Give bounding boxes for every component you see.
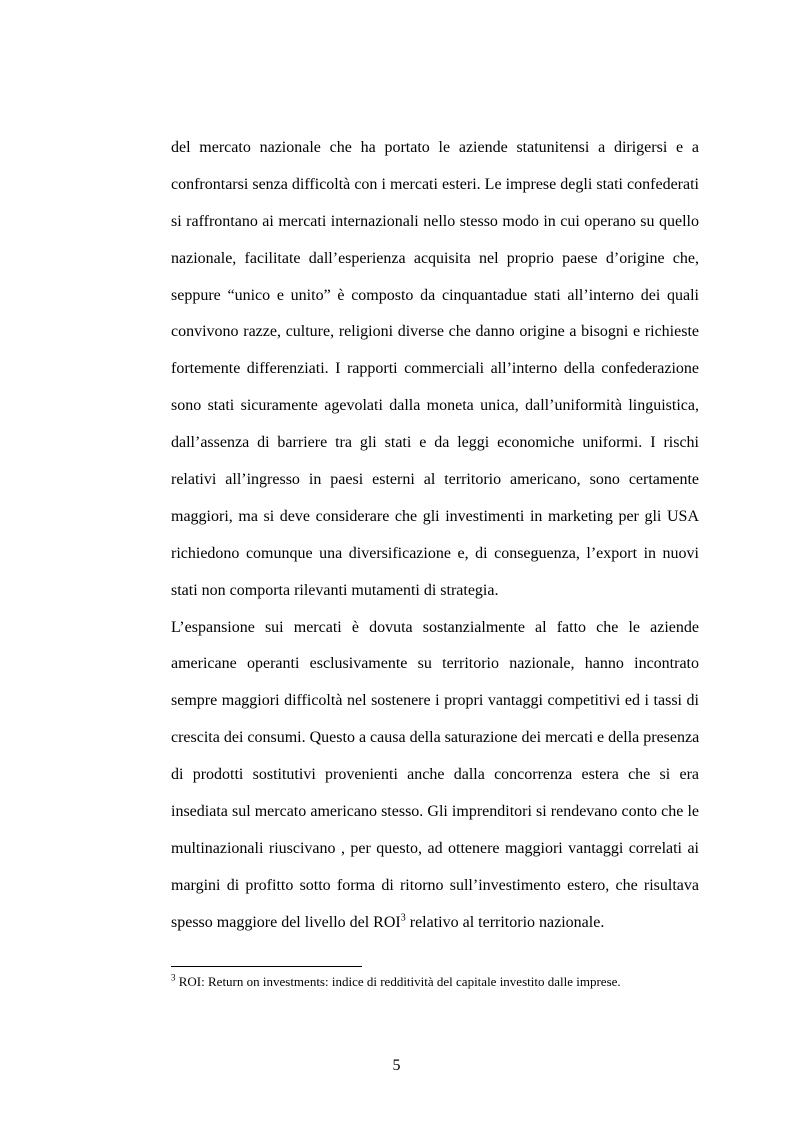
text-line: richiedono comunque una diversificazione e, di conseguenza, l’export in nuovi [171,544,699,562]
text-segment: spesso maggiore del livello del ROI [171,913,401,931]
text-line: multinazionali riuscivano , per questo, ad ottenere maggiori vantaggi correlati ai [171,839,699,857]
text-line: sempre maggiori difficoltà nel sostenere i propri vantaggi competitivi ed i tassi di [171,692,699,710]
text-line: fortemente differenziati. I rapporti commerciali all’interno della confederazione [171,360,699,378]
text-line: insediata sul mercato americano stesso. Gli imprenditori si rendevano conto che le [171,803,699,821]
text-line: dall’assenza di barriere tra gli stati e da leggi economiche uniformi. I rischi [171,434,699,452]
footnote-separator [171,966,362,967]
text-line: del mercato nazionale che ha portato le aziende statunitensi a dirigersi e a [171,139,699,156]
text-line: sono stati sicuramente agevolati dalla moneta unica, dall’uniformità linguistica, [171,397,699,415]
body-text [171,130,699,942]
text-segment: relativo al territorio nazionale. [405,913,605,931]
text-line: nazionale, facilitate dall’esperienza acquisita nel proprio paese d’origine che, [171,249,699,267]
text-line: relativi all’ingresso in paesi esterni al territorio americano, sono certamente [171,471,699,489]
text-line: maggiori, ma si deve considerare che gli investimenti in marketing per gli USA [171,507,699,525]
text-line: crescita dei consumi. Questo a causa della saturazione dei mercati e della presenza [171,729,700,747]
text-line: di prodotti sostitutivi provenienti anche dalla concorrenza estera che si era [171,766,699,784]
text-line: convivono razze, culture, religioni diverse che danno origine a bisogni e richieste [171,323,699,341]
text-line: americane operanti esclusivamente su territorio nazionale, hanno incontrato [171,655,699,673]
footnote-reference[interactable]: 3 [400,912,406,924]
page-number: 5 [392,1057,401,1074]
text-line: margini di profitto sotto forma di ritorno sull’investimento estero, che risultava [171,876,699,894]
text-line: si raffrontano ai mercati internazionali nello stesso modo in cui operano su quello [171,212,699,230]
text-line: L’espansione sui mercati è dovuta sostanzialmente al fatto che le aziende [171,618,699,636]
text-line [171,905,699,942]
text-line: stati non comporta rilevanti mutamenti di strategia. [171,581,499,599]
footnote-number: 3 [171,972,176,983]
footnote-text: ROI: Return on investments: indice di redditività del capitale investito dalle imprese. [175,974,621,989]
text-line: confrontarsi senza difficoltà con i mercati esteri. Le imprese degli stati confederati [171,175,699,193]
footnote [171,974,699,990]
text-line: seppure “unico e unito” è composto da cinquantadue stati all’interno dei quali [171,286,699,304]
